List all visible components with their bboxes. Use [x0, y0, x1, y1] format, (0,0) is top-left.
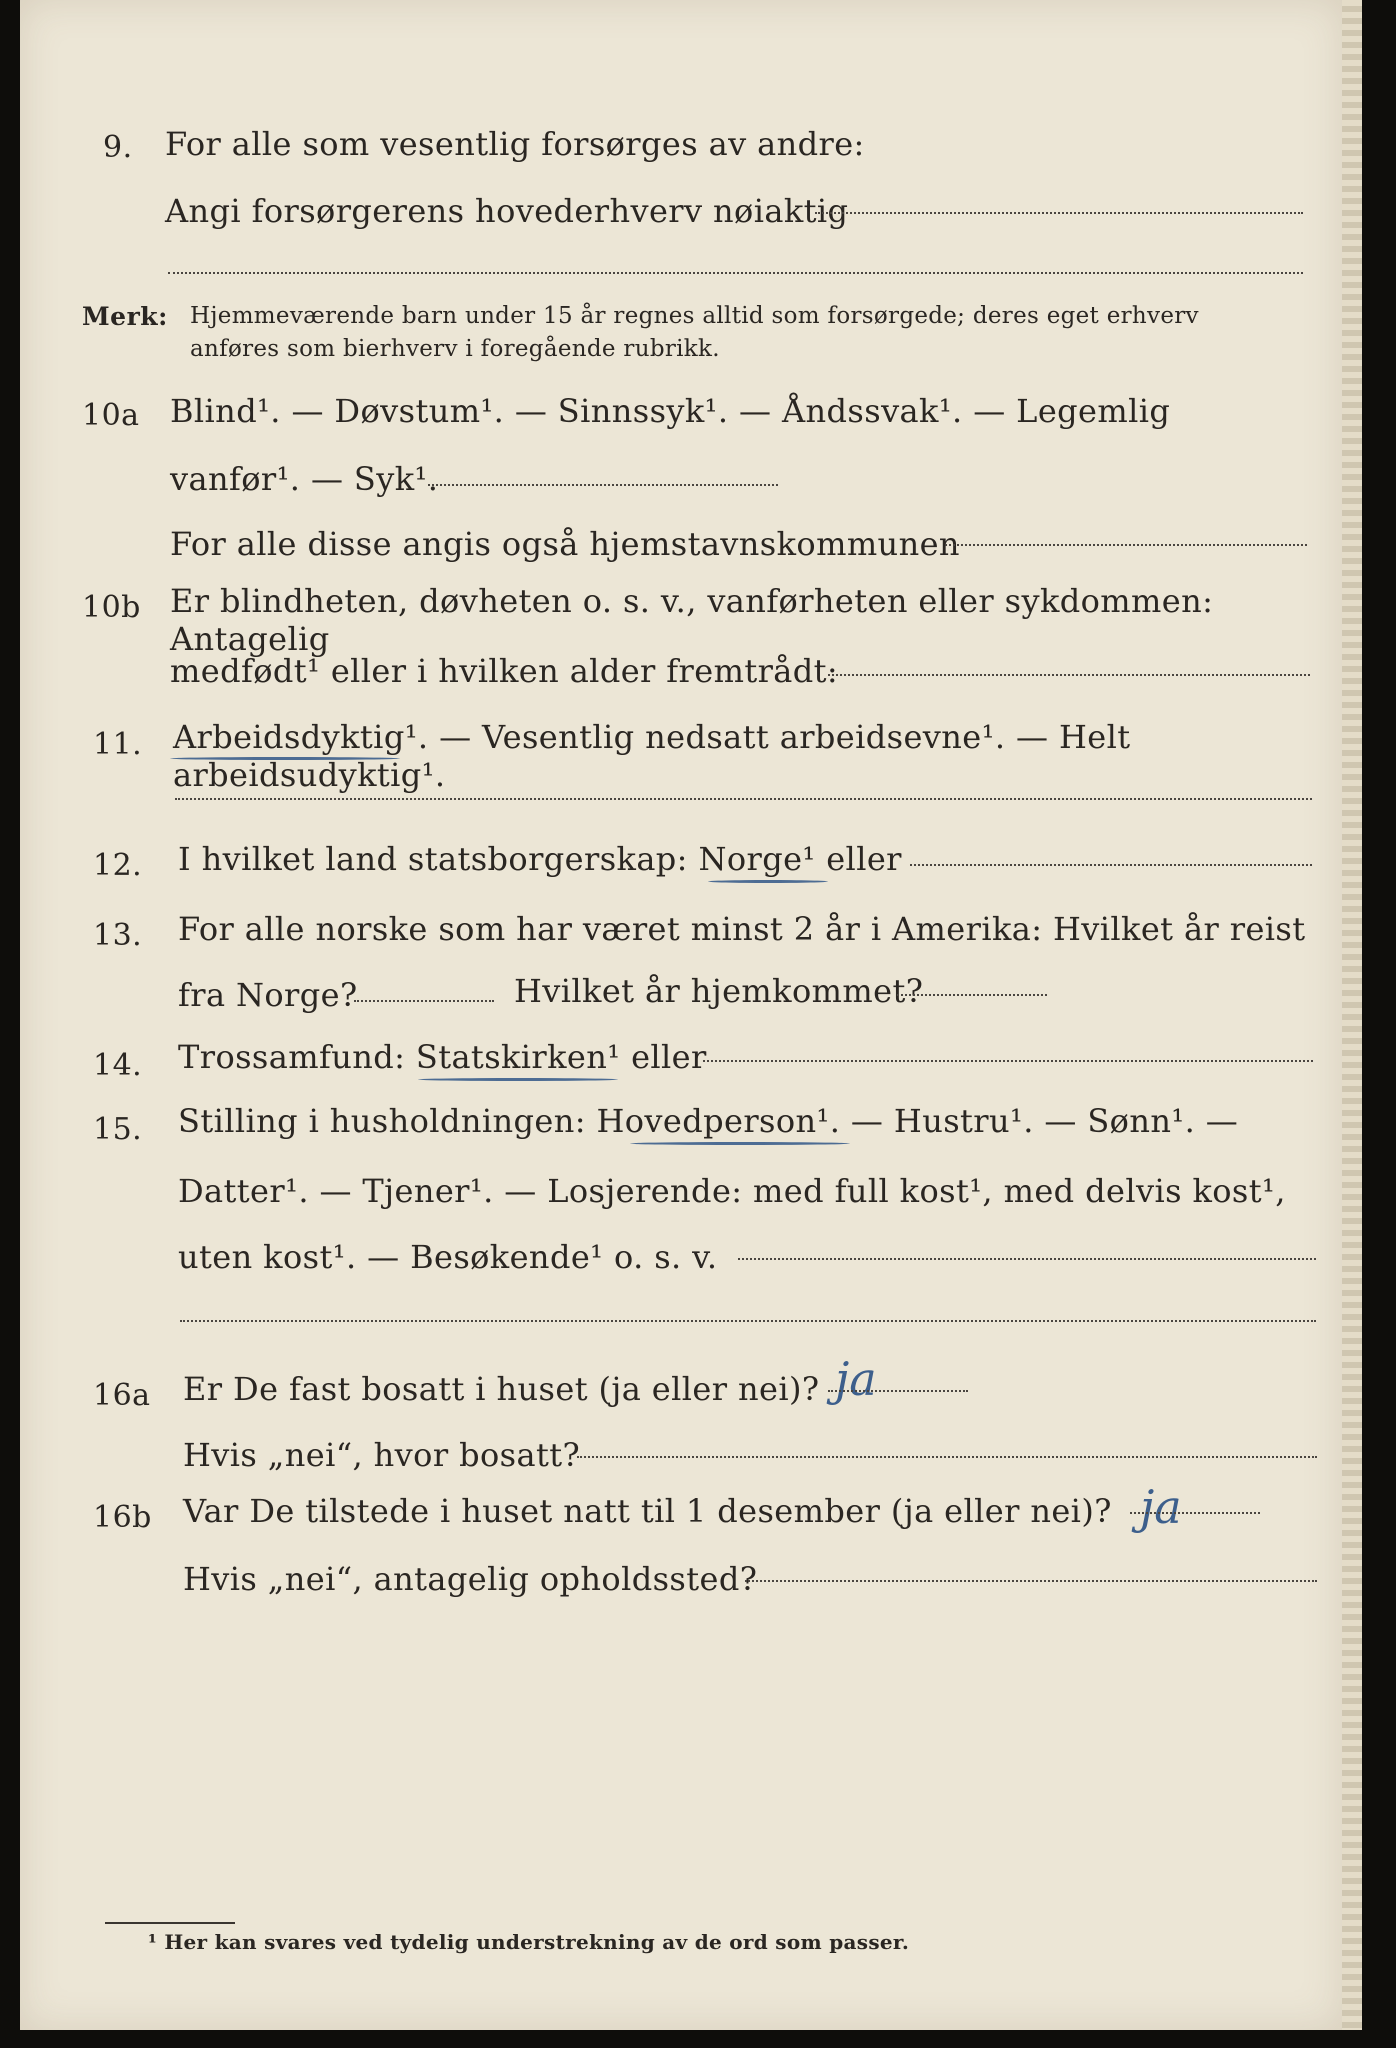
q12-underline-norge — [708, 880, 828, 883]
q15-number: 15. — [93, 1112, 143, 1147]
q12-number: 12. — [93, 848, 143, 883]
q15-line1: Stilling i husholdningen: Hovedperson¹. — Hustru¹. — Sønn¹. — — [178, 1102, 1239, 1140]
q10b-answer-line — [828, 674, 1310, 676]
merk-label: Merk: — [82, 302, 168, 331]
q15-answer-line4 — [180, 1320, 1316, 1322]
q14-underline-statskirken — [418, 1078, 618, 1081]
q10b-line1: Er blindheten, døvheten o. s. v., vanførheten eller sykdommen: Antagelig — [170, 582, 1214, 658]
q10a-answer-line2 — [428, 484, 778, 486]
q14-number: 14. — [93, 1048, 143, 1083]
footnote: ¹ Her kan svares ved tydelig understrekning av de ord som passer. — [148, 1930, 910, 1954]
q13-answer-reist — [354, 1000, 494, 1002]
page-edge — [1342, 0, 1362, 2030]
q10a-line3: For alle disse angis også hjemstavnskommunen — [170, 525, 960, 563]
q11-number: 11. — [93, 727, 143, 762]
q12-answer-line — [910, 864, 1312, 866]
q14-line1: Trossamfund: Statskirken¹ eller — [178, 1038, 707, 1076]
q13-line2b: Hvilket år hjemkommet? — [514, 972, 924, 1010]
q16b-answer-line — [1130, 1512, 1260, 1514]
q10a-line2: vanfør¹. — Syk¹. — [170, 460, 439, 498]
q16a-answer-line — [828, 1390, 968, 1392]
q9-answer-line2 — [168, 272, 1303, 274]
q16b-answer-line2 — [745, 1580, 1317, 1582]
q10a-line1: Blind¹. — Døvstum¹. — Sinnssyk¹. — Åndssvak¹. — Legemlig — [170, 392, 1171, 430]
q16a-answer: ja — [835, 1352, 877, 1406]
q9-line1: For alle som vesentlig forsørges av andre: — [165, 125, 865, 163]
q9-answer-line1 — [815, 212, 1303, 214]
q11-answer-line — [175, 798, 1312, 800]
q11-underline-arbeidsdyktig — [170, 757, 400, 760]
q10b-line2: medfødt¹ eller i hvilken alder fremtrådt: — [170, 652, 839, 690]
q10a-number: 10a — [82, 398, 140, 433]
q12-line1: I hvilket land statsborgerskap: Norge¹ eller — [178, 840, 902, 878]
q13-answer-hjemkommet — [897, 994, 1047, 996]
merk-line1: Hjemmeværende barn under 15 år regnes alltid som forsørgede; deres eget erhverv — [190, 303, 1199, 329]
q9-line2: Angi forsørgerens hovederhverv nøiaktig — [165, 192, 849, 230]
census-form-page — [20, 0, 1342, 2030]
q9-number: 9. — [103, 130, 133, 165]
merk-line2: anføres som bierhverv i foregående rubrikk. — [190, 336, 720, 362]
q13-line1: For alle norske som har været minst 2 år i Amerika: Hvilket år reist — [178, 910, 1306, 948]
q10b-number: 10b — [82, 590, 141, 625]
q16a-line2: Hvis „nei“, hvor bosatt? — [183, 1436, 581, 1474]
q16b-line1: Var De tilstede i huset natt til 1 desember (ja eller nei)? — [183, 1492, 1112, 1530]
q11-line1: Arbeidsdyktig¹. — Vesentlig nedsatt arbeidsevne¹. — Helt arbeidsudyktig¹. — [173, 718, 1131, 794]
q16b-line2: Hvis „nei“, antagelig opholdssted? — [183, 1560, 758, 1598]
q16a-number: 16a — [93, 1378, 151, 1413]
q10a-answer-line3 — [945, 544, 1307, 546]
q16a-line1: Er De fast bosatt i huset (ja eller nei)? — [183, 1370, 820, 1408]
q16a-answer-line2 — [577, 1456, 1317, 1458]
q16b-answer: ja — [1140, 1480, 1182, 1534]
q15-line2: Datter¹. — Tjener¹. — Losjerende: med full kost¹, med delvis kost¹, — [178, 1172, 1286, 1210]
q15-line3: uten kost¹. — Besøkende¹ o. s. v. — [178, 1238, 718, 1276]
q15-answer-line3 — [738, 1258, 1316, 1260]
q16b-number: 16b — [93, 1500, 152, 1535]
q15-underline-hovedperson — [630, 1142, 850, 1145]
footnote-rule — [105, 1922, 235, 1924]
q14-answer-line — [703, 1060, 1313, 1062]
q13-number: 13. — [93, 918, 143, 953]
q13-line2a: fra Norge? — [178, 976, 358, 1014]
